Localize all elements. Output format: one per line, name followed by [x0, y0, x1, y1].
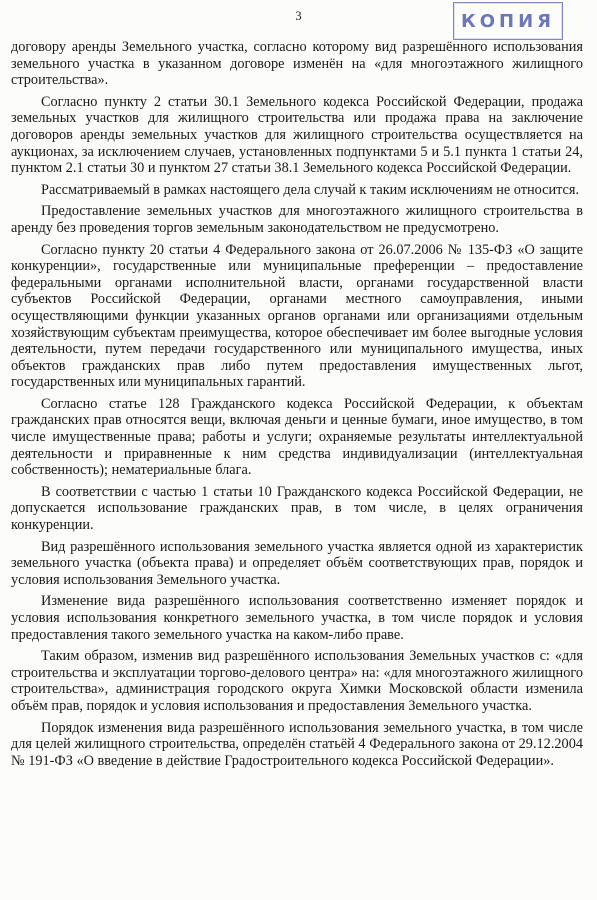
paragraph: Порядок изменения вида разрешённого использования земельного участка, в том числе для целей жилищного строительства, определён статьёй 4 Федерального закона от 29.12.2004 № 191-ФЗ «О введение в действие Градостроительного кодекса Российской Федерации».	[11, 719, 583, 769]
paragraph: Предоставление земельных участков для многоэтажного жилищного строительства в аренду без проведения торгов земельным законодательством не предусмотрено.	[11, 203, 583, 236]
paragraph: Таким образом, изменив вид разрешённого использования Земельных участков с: «для строительства и эксплуатации торгово-делового центра» на: «для многоэтажного жилищного строительства», администрация городского округа Химки Московской области изменила объём прав, порядок и условия использования и предоставления Земельного участка.	[11, 648, 583, 714]
paragraph: Вид разрешённого использования земельного участка является одной из характеристик земельного участка (объекта права) и определяет объём соответствующих прав, порядок и условия использования Земельного участка.	[11, 538, 583, 588]
paragraph: Согласно пункту 2 статьи 30.1 Земельного кодекса Российской Федерации, продажа земельных участков для жилищного строительства или продажа права на заключение договоров аренды земельных участков для жилищного строительства осуществляется на аукционах, за исключением случаев, установленных подпунктами 5 и 5.1 пункта 1 статьи 24, пунктом 2.1 статьи 30 и пунктом 27 статьи 38.1 Земельного кодекса Российской Федерации.	[11, 93, 583, 177]
page-number: 3	[295, 9, 302, 23]
copy-stamp: КОПИЯ	[453, 2, 563, 40]
paragraph: Изменение вида разрешённого использования соответственно изменяет порядок и условия использования конкретного земельного участка, в том числе порядок и условия предоставления такого земельного участка на каком-либо праве.	[11, 593, 583, 643]
paragraph: В соответствии с частью 1 статьи 10 Гражданского кодекса Российской Федерации, не допускается использование гражданских прав, в том числе, в целях ограничения конкуренции.	[11, 483, 583, 534]
paragraph: Согласно пункту 20 статьи 4 Федерального закона от 26.07.2006 № 135-ФЗ «О защите конкуренции», государственные или муниципальные преференции – предоставление федеральными органами исполнительной власти, органами государственной власти субъектов Российской Федерации, органами местного самоуправления, иными осуществляющими функции указанных органов органами или организациями отдельным хозяйствующим субъектам преимущества, которое обеспечивает им более выгодные условия деятельности, путем передачи государственного или муниципального имущества, иных объектов гражданских прав либо путем предоставления имущественных льгот, государственных или муниципальных гарантий.	[11, 241, 583, 391]
document-body	[11, 39, 583, 774]
paragraph-continuation: договору аренды Земельного участка, согласно которому вид разрешённого использования земельного участка в указанном договоре изменён на «для многоэтажного жилищного строительства».	[11, 39, 583, 89]
paragraph: Согласно статье 128 Гражданского кодекса Российской Федерации, к объектам гражданских прав относятся вещи, включая деньги и ценные бумаги, иное имущество, в том числе имущественные права; работы и услуги; охраняемые результаты интеллектуальной деятельности и приравненные к ним средства индивидуализации (интеллектуальная собственность); нематериальные блага.	[11, 395, 583, 479]
paragraph: Рассматриваемый в рамках настоящего дела случай к таким исключениям не относится.	[41, 181, 580, 198]
